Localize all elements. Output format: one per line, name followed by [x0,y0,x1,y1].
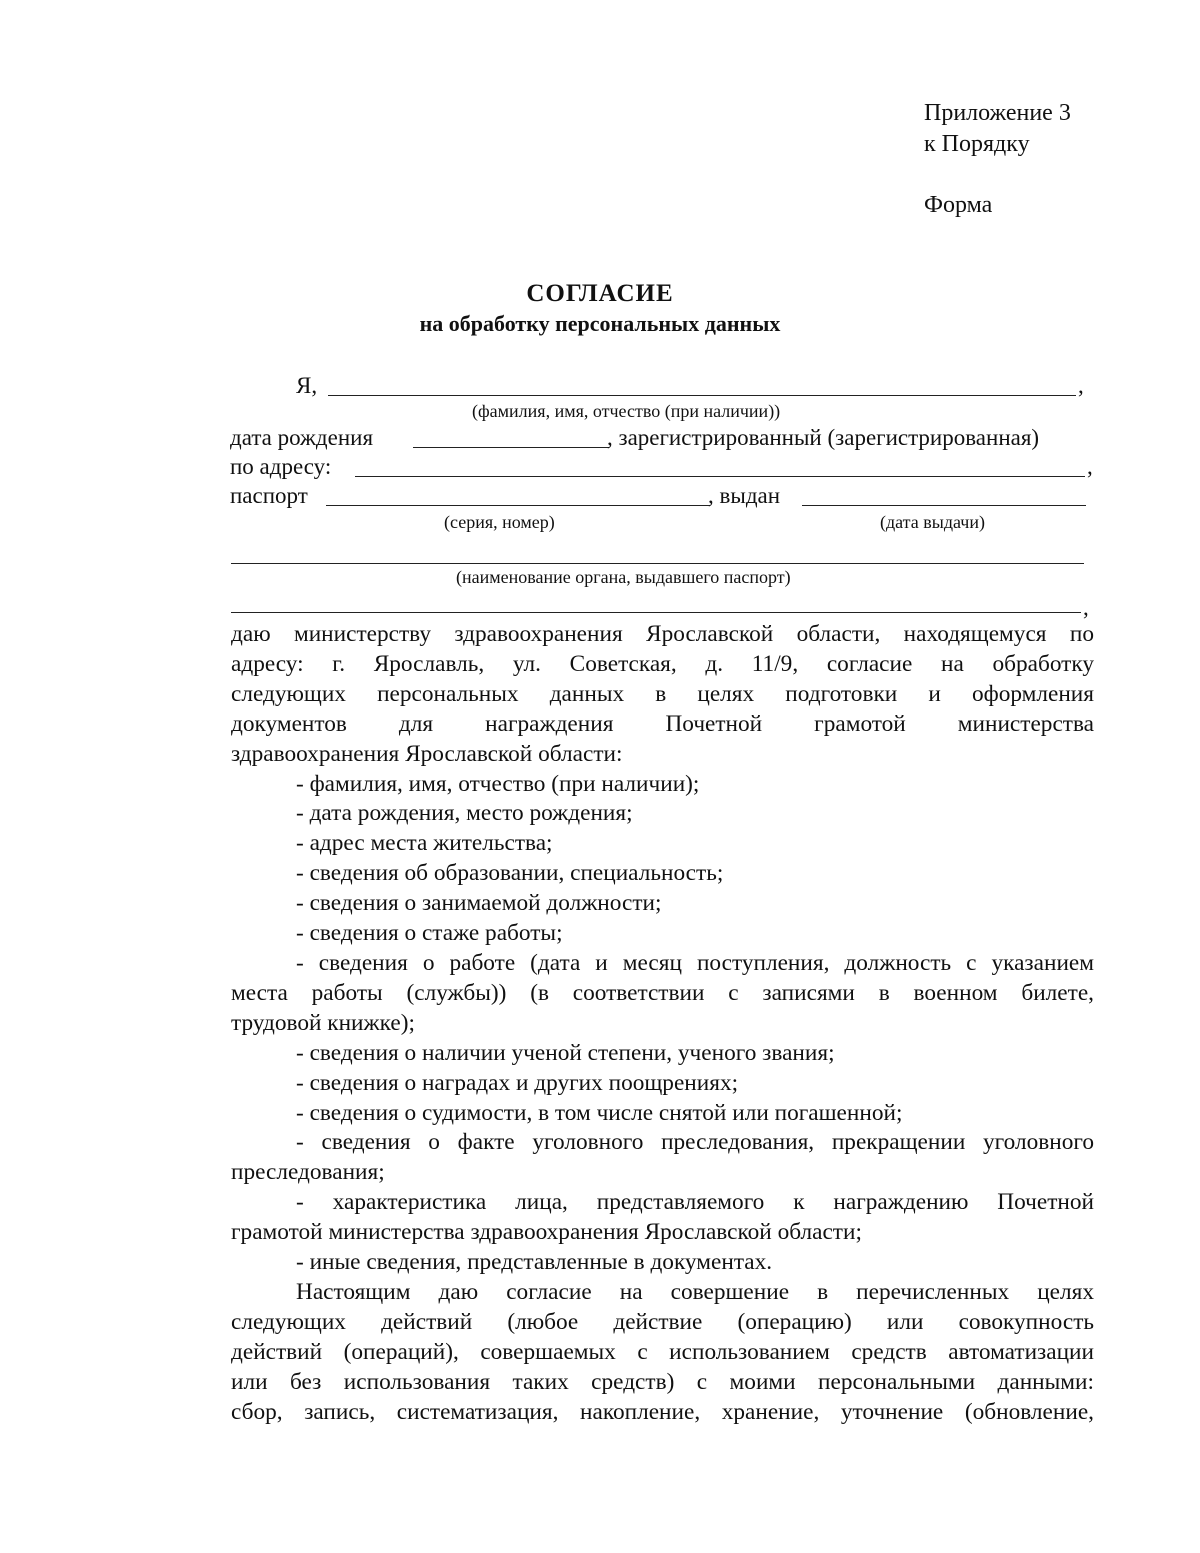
consent-line: или без использования таких средств) с моими персональными данными: [231,1368,1094,1395]
fio-input-line[interactable] [328,395,1076,396]
consent-line: сбор, запись, систематизация, накопление, хранение, уточнение (обновление, [231,1398,1094,1425]
intro-line: даю министерству здравоохранения Ярославской области, находящемуся по [231,621,1094,647]
document-title: СОГЛАСИЕ [526,280,674,307]
passport-label: паспорт [230,483,308,508]
dob-input-line[interactable] [413,447,609,448]
work-item-line: - сведения о работе (дата и месяц поступления, должность с указанием [296,949,1094,976]
appendix-label: Приложение 3 [924,100,1071,126]
registered-label: , зарегистрированный (зарегистрированная) [607,425,1040,450]
passport-row [230,481,1094,511]
authority-continuation-line[interactable] [231,612,1081,613]
consent-line: действий (операций), совершаемых с использованием средств автоматизации [231,1338,1094,1365]
intro-line: документов для награждения Почетной грамотой министерства [231,710,1094,737]
character-item-line: грамотой министерства здравоохранения Ярославской области; [231,1219,862,1246]
consent-line: следующих действий (любое действие (операцию) или совокупность [231,1308,1094,1335]
list-item: - сведения об образовании, специальность; [296,860,724,887]
address-input-line[interactable] [355,476,1085,477]
list-item: - адрес места жительства; [296,830,553,857]
order-reference: к Порядку [924,131,1030,157]
intro-line: здравоохранения Ярославской области: [231,740,623,767]
fio-row [230,371,1094,401]
work-item-line: места работы (службы)) (в соответствии с записями в военном билете, [231,979,1094,1006]
prosecution-item-line: - сведения о факте уголовного преследования, прекращении уголовного [296,1129,1094,1156]
intro-line: адресу: г. Ярославль, ул. Советская, д. 11/9, согласие на обработку [231,650,1094,677]
dob-row [230,423,1094,453]
address-row [230,452,1094,482]
consent-line: Настоящим даю согласие на совершение в перечисленных целях [296,1278,1094,1305]
authority-input-line[interactable] [231,563,1084,564]
issue-date-input-line[interactable] [802,505,1086,506]
list-item: - сведения о наличии ученой степени, ученого звания; [296,1039,835,1066]
list-item: - фамилия, имя, отчество (при наличии); [296,770,700,797]
list-item: - иные сведения, представленные в документах. [296,1249,773,1276]
list-item: - сведения о занимаемой должности; [296,890,662,917]
authority-caption: (наименование органа, выдавшего паспорт) [456,567,791,587]
address-comma: , [1087,454,1093,479]
work-item-line: трудовой книжке); [231,1009,415,1036]
authority-comma: , [1083,595,1089,620]
prosecution-item-line: преследования; [231,1159,385,1186]
series-caption: (серия, номер) [444,512,555,532]
fio-comma: , [1078,373,1084,398]
address-label: по адресу: [230,454,332,479]
list-item: - дата рождения, место рождения; [296,800,633,827]
document-subtitle: на обработку персональных данных [419,311,781,336]
list-item: - сведения о стаже работы; [296,920,563,947]
issue-date-caption: (дата выдачи) [880,512,985,532]
form-label: Форма [924,192,993,218]
passport-number-input-line[interactable] [326,505,710,506]
intro-line: следующих персональных данных в целях подготовки и оформления [231,680,1094,707]
character-item-line: - характеристика лица, представляемого к награждению Почетной [296,1189,1094,1216]
dob-label: дата рождения [230,425,374,450]
fio-caption: (фамилия, имя, отчество (при наличии)) [472,401,781,421]
issued-label: , выдан [708,483,781,508]
consent-body [231,620,1094,1427]
list-item: - сведения о судимости, в том числе снятой или погашенной; [296,1099,903,1126]
i-label: Я, [296,373,318,398]
list-item: - сведения о наградах и других поощрениях; [296,1069,739,1096]
